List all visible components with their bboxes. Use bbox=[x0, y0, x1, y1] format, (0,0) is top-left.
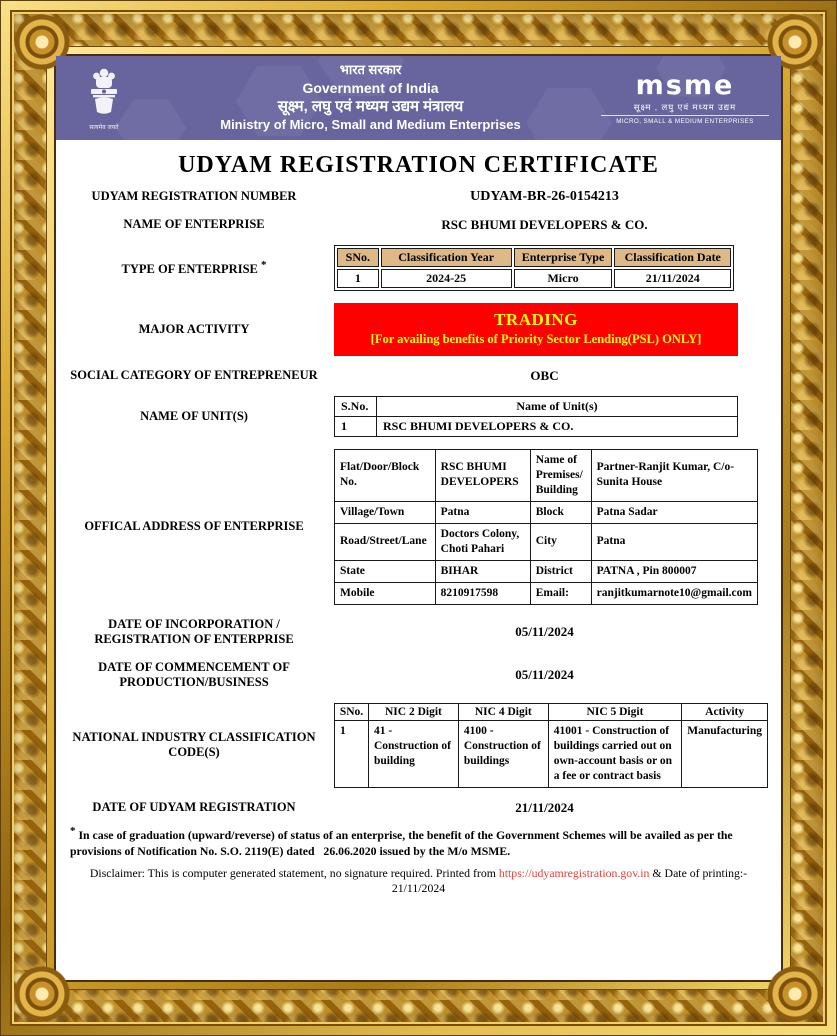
frame-inner-lip bbox=[46, 46, 791, 990]
enterprise-name-value: RSC BHUMI DEVELOPERS & CO. bbox=[441, 217, 648, 232]
commencement-date-label: DATE OF COMMENCEMENT OF PRODUCTION/BUSINESS bbox=[98, 659, 290, 690]
table-row bbox=[335, 523, 758, 560]
commencement-date-value: 05/11/2024 bbox=[515, 667, 574, 683]
table-cell: 21/11/2024 bbox=[614, 269, 731, 288]
msme-logo-word: msme bbox=[635, 69, 735, 101]
units-table bbox=[334, 396, 738, 437]
column-header: Enterprise Type bbox=[514, 248, 613, 267]
field-row-major-activity bbox=[68, 303, 769, 356]
table-cell: 41001 - Construction of buildings carried out on own-account basis or on a fee or contract basis bbox=[548, 721, 682, 788]
table-row bbox=[335, 501, 758, 523]
emblem-caption: सत्यमेव जयते bbox=[89, 124, 119, 131]
table-cell: 2024-25 bbox=[381, 269, 512, 288]
table-cell: Village/Town bbox=[335, 501, 436, 523]
major-activity-label: MAJOR ACTIVITY bbox=[138, 321, 250, 336]
banner-english-line2: Ministry of Micro, Small and Medium Enterprises bbox=[220, 116, 521, 132]
social-category-value: OBC bbox=[530, 368, 559, 383]
table-cell: ranjitkumarnote10@gmail.com bbox=[591, 582, 757, 604]
udyam-number-value: UDYAM-BR-26-0154213 bbox=[470, 189, 619, 204]
table-cell: RSC BHUMI DEVELOPERS bbox=[435, 450, 530, 502]
udyam-reg-date-label: DATE OF UDYAM REGISTRATION bbox=[92, 799, 296, 814]
msme-logo bbox=[601, 69, 769, 125]
column-header: Classification Date bbox=[614, 248, 731, 267]
nic-codes-table bbox=[334, 703, 768, 788]
table-row bbox=[335, 560, 758, 582]
field-row-incorporation-date bbox=[68, 617, 769, 648]
table-row bbox=[335, 450, 758, 502]
disclaimer-suffix: & Date of printing:- bbox=[649, 865, 748, 880]
udyam-registration-link[interactable]: https://udyamregistration.gov.in bbox=[498, 865, 650, 880]
column-header: S.No. bbox=[335, 397, 377, 417]
field-row-udyam-number bbox=[68, 189, 769, 205]
table-cell: Mobile bbox=[335, 582, 436, 604]
table-cell: RSC BHUMI DEVELOPERS & CO. bbox=[377, 417, 738, 437]
table-cell: 1 bbox=[335, 417, 377, 437]
units-label: NAME OF UNIT(S) bbox=[140, 408, 248, 423]
major-activity-banner bbox=[334, 303, 738, 356]
column-header: NIC 4 Digit bbox=[458, 704, 548, 721]
column-header: Classification Year bbox=[381, 248, 512, 267]
table-cell: Patna Sadar bbox=[591, 501, 757, 523]
table-cell: Patna bbox=[435, 501, 530, 523]
table-cell: Flat/Door/Block No. bbox=[335, 450, 436, 502]
table-cell: Road/Street/Lane bbox=[335, 523, 436, 560]
field-row-enterprise-name bbox=[68, 217, 769, 233]
udyam-certificate bbox=[54, 54, 783, 982]
social-category-label: SOCIAL CATEGORY OF ENTREPRENEUR bbox=[70, 368, 318, 383]
ministry-titles bbox=[140, 62, 601, 133]
table-cell: State bbox=[335, 560, 436, 582]
table-row bbox=[335, 582, 758, 604]
type-of-enterprise-label-text: TYPE OF ENTERPRISE bbox=[121, 261, 258, 276]
certificate-title: UDYAM REGISTRATION CERTIFICATE bbox=[178, 152, 659, 178]
field-row-udyam-reg-date bbox=[68, 800, 769, 816]
table-cell: Doctors Colony, Choti Pahari bbox=[435, 523, 530, 560]
column-header: Activity bbox=[682, 704, 768, 721]
print-date: 21/11/2024 bbox=[391, 881, 446, 896]
address-table bbox=[334, 449, 758, 605]
table-cell: Block bbox=[530, 501, 591, 523]
field-row-commencement-date bbox=[68, 660, 769, 691]
frame-carved-band bbox=[10, 10, 827, 1026]
address-label: OFFICAL ADDRESS OF ENTERPRISE bbox=[84, 518, 304, 533]
table-cell: Name of Premises/ Building bbox=[530, 450, 591, 502]
table-cell: Manufacturing bbox=[682, 721, 768, 788]
type-of-enterprise-table bbox=[334, 245, 734, 291]
table-cell: BIHAR bbox=[435, 560, 530, 582]
field-row-type-of-enterprise bbox=[68, 245, 769, 291]
type-of-enterprise-label bbox=[68, 259, 320, 278]
column-header: NIC 2 Digit bbox=[368, 704, 458, 721]
table-cell: Micro bbox=[514, 269, 613, 288]
table-cell: 1 bbox=[335, 721, 369, 788]
msme-logo-hindi: सूक्ष्म , लघु एवं मध्यम उद्यम bbox=[633, 101, 737, 112]
banner-english-line1: Government of India bbox=[302, 80, 439, 97]
banner-hindi-line2: सूक्ष्म, लघु एवं मध्यम उद्यम मंत्रालय bbox=[277, 98, 464, 116]
field-row-units bbox=[68, 396, 769, 437]
table-cell: 8210917598 bbox=[435, 582, 530, 604]
table-row bbox=[335, 721, 768, 788]
udyam-number-label: UDYAM REGISTRATION NUMBER bbox=[91, 189, 297, 204]
column-header: NIC 5 Digit bbox=[548, 704, 682, 721]
major-activity-note: [For availing benefits of Priority Sector Lending(PSL) ONLY] bbox=[370, 332, 702, 346]
table-cell: Email: bbox=[530, 582, 591, 604]
table-cell: Partner-Ranjit Kumar, C/o-Sunita House bbox=[591, 450, 757, 502]
graduation-footnote bbox=[70, 824, 767, 860]
banner-hindi-line1: भारत सरकार bbox=[339, 62, 402, 78]
ashoka-emblem bbox=[68, 66, 140, 131]
msme-logo-english: MICRO, SMALL & MEDIUM ENTERPRISES bbox=[601, 115, 769, 125]
column-header: Name of Unit(s) bbox=[377, 397, 738, 417]
column-header: SNo. bbox=[335, 704, 369, 721]
table-cell: 4100 - Construction of buildings bbox=[458, 721, 548, 788]
type-of-enterprise-asterisk: * bbox=[261, 258, 267, 271]
column-header: SNo. bbox=[337, 248, 379, 267]
table-row bbox=[335, 417, 738, 437]
footnote-text: In case of graduation (upward/reverse) of status of an enterprise, the benefit of the Government Schemes will be availed as per the provisions of Notification No. S.O. 2119(E) dated 26.06.2020 issued by the M/o MSME. bbox=[70, 827, 733, 858]
udyam-reg-date-value: 21/11/2024 bbox=[515, 799, 574, 815]
table-cell: 1 bbox=[337, 269, 379, 288]
field-row-social-category bbox=[68, 368, 769, 384]
field-row-nic-codes bbox=[68, 703, 769, 788]
table-row bbox=[337, 269, 731, 288]
table-cell: Patna bbox=[591, 523, 757, 560]
table-cell: District bbox=[530, 560, 591, 582]
enterprise-name-label: NAME OF ENTERPRISE bbox=[123, 217, 265, 232]
nic-codes-label: NATIONAL INDUSTRY CLASSIFICATION CODE(S) bbox=[72, 729, 316, 760]
incorporation-date-label: DATE OF INCORPORATION / REGISTRATION OF ENTERPRISE bbox=[94, 616, 294, 647]
table-cell: 41 - Construction of building bbox=[368, 721, 458, 788]
disclaimer bbox=[70, 866, 767, 898]
table-cell: PATNA , Pin 800007 bbox=[591, 560, 757, 582]
ashoka-emblem-icon bbox=[84, 66, 124, 122]
field-row-address bbox=[68, 449, 769, 605]
disclaimer-text: Disclaimer: This is computer generated statement, no signature required. Printed from bbox=[89, 865, 499, 880]
government-header-banner bbox=[56, 56, 781, 140]
footnote-asterisk: * bbox=[70, 824, 76, 837]
table-cell: City bbox=[530, 523, 591, 560]
major-activity-value: TRADING bbox=[494, 310, 578, 329]
incorporation-date-value: 05/11/2024 bbox=[515, 624, 574, 640]
